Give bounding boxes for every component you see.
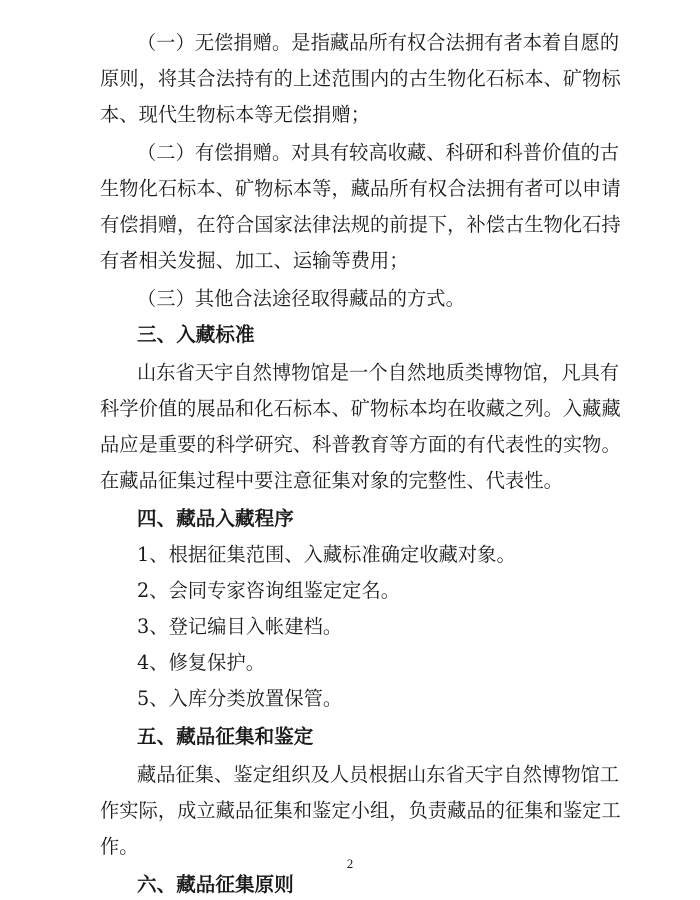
section-heading: 六、藏品征集原则 [137, 873, 294, 896]
paragraph-line: 有者相关发掘、加工、运输等费用； [100, 249, 409, 272]
paragraph-line: 品应是重要的科学研究、科普教育等方面的有代表性的实物。 [100, 433, 621, 456]
paragraph-line: 在藏品征集过程中要注意征集对象的完整性、代表性。 [100, 469, 563, 492]
list-item: 3、登记编目入帐建档。 [137, 615, 343, 638]
list-item: 1、根据征集范围、入藏标准确定收藏对象。 [137, 543, 516, 566]
list-item: 4、修复保护。 [137, 651, 266, 674]
section-heading: 四、藏品入藏程序 [137, 507, 294, 530]
list-item: 5、入库分类放置保管。 [137, 687, 343, 710]
paragraph-line: 藏品征集、鉴定组织及人员根据山东省天宇自然博物馆工 [137, 763, 620, 786]
paragraph-line: （一）无偿捐赠。是指藏品所有权合法拥有者本着自愿的 [137, 31, 620, 54]
paragraph-line: 作。 [100, 835, 139, 858]
paragraph-line: 原则，将其合法持有的上述范围内的古生物化石标本、矿物标 [100, 67, 621, 90]
paragraph-line: 山东省天宇自然博物馆是一个自然地质类博物馆，凡具有 [137, 361, 620, 384]
paragraph-line: （三）其他合法途径取得藏品的方式。 [137, 287, 465, 310]
paragraph-line: 有偿捐赠，在符合国家法律法规的前提下，补偿古生物化石持 [100, 213, 621, 236]
paragraph-line: 科学价值的展品和化石标本、矿物标本均在收藏之列。入藏藏 [100, 397, 621, 420]
page-number: 2 [346, 856, 354, 871]
paragraph-line: 本、现代生物标本等无偿捐赠； [100, 103, 371, 126]
section-heading: 三、入藏标准 [137, 323, 255, 346]
paragraph-line: 生物化石标本、矿物标本等，藏品所有权合法拥有者可以申请 [100, 177, 621, 200]
paragraph-line: 作实际，成立藏品征集和鉴定小组，负责藏品的征集和鉴定工 [100, 799, 621, 822]
list-item: 2、会同专家咨询组鉴定定名。 [137, 579, 401, 602]
paragraph-line: （二）有偿捐赠。对具有较高收藏、科研和科普价值的古 [137, 141, 620, 164]
section-heading: 五、藏品征集和鉴定 [137, 725, 314, 748]
